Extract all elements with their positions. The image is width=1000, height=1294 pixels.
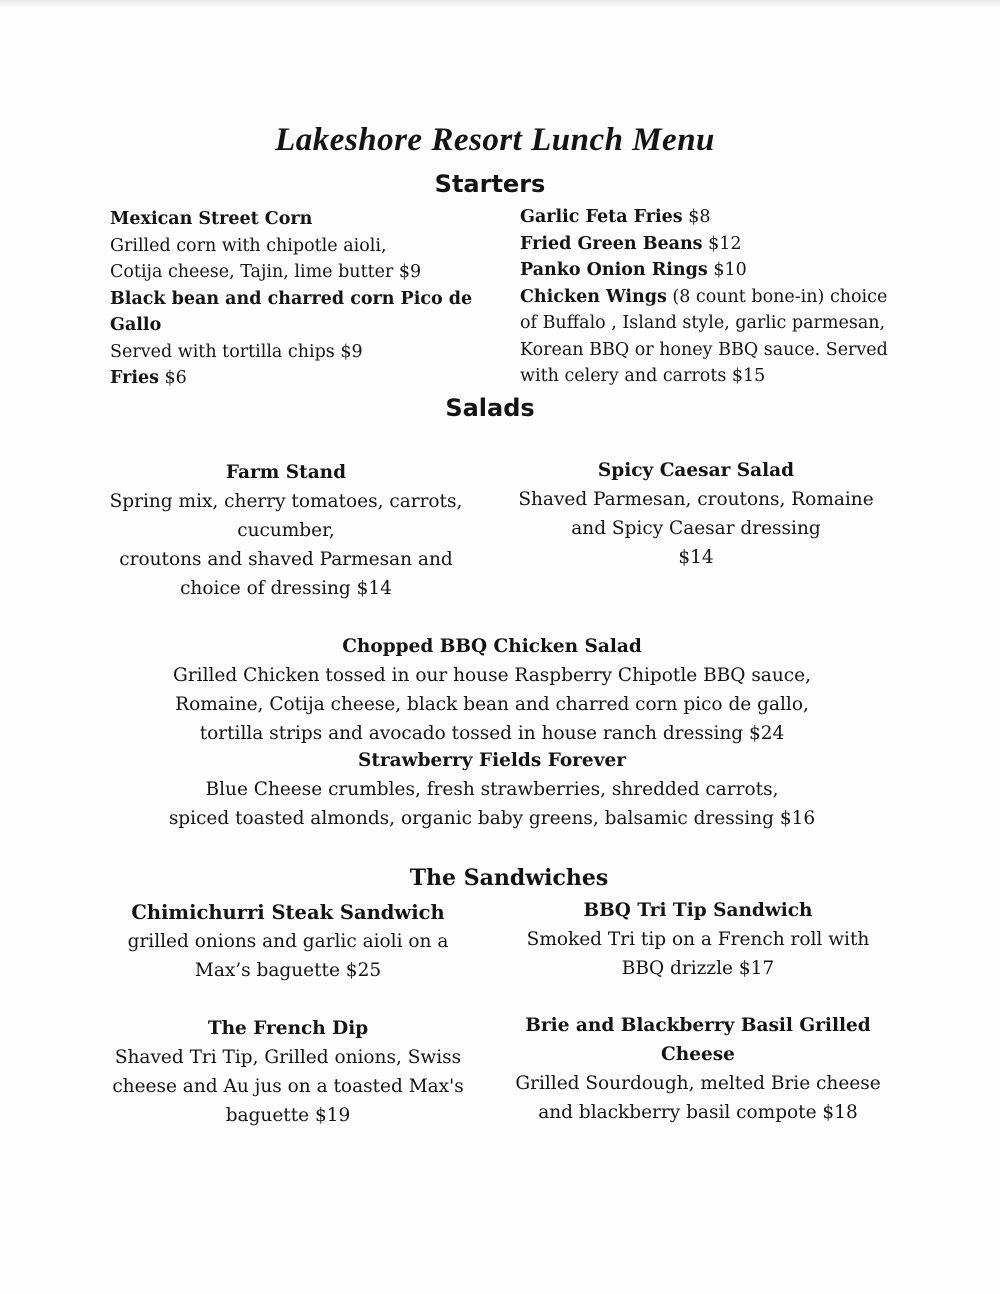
item-price: $12 (702, 233, 742, 254)
item-name: Black bean and charred corn Pico de (110, 288, 473, 309)
item-name: Cheese (661, 1044, 735, 1065)
item-desc: Grilled Chicken tossed in our house Raspberry Chipotle BBQ sauce, (173, 665, 811, 686)
item-name: Fries (110, 368, 159, 388)
starters-right-column (520, 204, 920, 390)
menu-item (520, 204, 920, 231)
starters-heading: Starters (434, 170, 546, 198)
item-price: $6 (158, 368, 187, 388)
item-desc: Shaved Tri Tip, Grilled onions, Swiss (114, 1047, 462, 1068)
item-desc: and Spicy Caesar dressing (571, 518, 821, 539)
salad-strawberry-fields (100, 746, 884, 833)
salads-heading: Salads (445, 394, 535, 422)
item-name: Chopped BBQ Chicken Salad (342, 636, 642, 657)
item-desc: baguette $19 (225, 1105, 351, 1126)
item-desc: tortilla strips and avocado tossed in house ranch dressing $24 (199, 723, 785, 744)
item-desc: choice of dressing $14 (180, 578, 392, 599)
item-desc: cheese and Au jus on a toasted Max's (112, 1076, 464, 1097)
sandwiches-heading: The Sandwiches (409, 865, 609, 891)
item-desc: croutons and shaved Parmesan and (119, 549, 453, 570)
salad-chopped-bbq (100, 632, 884, 748)
item-desc: Smoked Tri tip on a French roll with (526, 929, 870, 950)
item-name: Garlic Feta Fries (520, 207, 683, 227)
sandwich-bbq-tri-tip (510, 896, 886, 983)
item-desc: of Buffalo , Island style, garlic parmesan, (520, 313, 886, 333)
item-name: BBQ Tri Tip Sandwich (583, 900, 813, 921)
item-desc: Shaved Parmesan, croutons, Romaine (518, 489, 874, 510)
item-price: $10 (707, 260, 747, 280)
item-desc: with celery and carrots $15 (520, 366, 766, 386)
item-desc: Grilled Sourdough, melted Brie cheese (515, 1073, 881, 1094)
salad-farm-stand (100, 458, 472, 603)
item-price: $8 (682, 207, 711, 227)
item-desc: Korean BBQ or honey BBQ sauce. Served (520, 339, 888, 360)
menu-item (520, 257, 920, 284)
item-desc: Max’s baguette $25 (194, 960, 382, 981)
item-name: Chicken Wings (520, 286, 667, 307)
item-desc: Cotija cheese, Tajin, lime butter $9 (110, 262, 422, 282)
scan-edge (0, 0, 1000, 8)
item-name: Chimichurri Steak Sandwich (131, 901, 445, 924)
item-desc: Grilled corn with chipotle aioli, (110, 235, 387, 256)
item-name: Gallo (110, 315, 162, 335)
item-desc: Served with tortilla chips $9 (110, 341, 363, 362)
item-name: Fried Green Beans (520, 233, 703, 254)
item-desc: $14 (678, 547, 714, 568)
item-desc: Spring mix, cherry tomatoes, carrots, (109, 491, 463, 512)
item-desc: spiced toasted almonds, organic baby greens, balsamic dressing $16 (168, 808, 816, 829)
menu-item (520, 284, 920, 311)
item-name: Panko Onion Rings (520, 260, 708, 280)
salad-spicy-caesar (510, 456, 882, 572)
item-desc: cucumber, (237, 520, 335, 541)
item-name: Strawberry Fields Forever (358, 750, 626, 771)
menu-title: Lakeshore Resort Lunch Menu (275, 122, 715, 158)
item-desc: BBQ drizzle $17 (621, 958, 775, 979)
sandwich-chimichurri (100, 898, 476, 985)
item-name: The French Dip (207, 1018, 369, 1039)
starters-left-column (110, 206, 490, 392)
item-desc: and blackberry basil compote $18 (538, 1102, 858, 1123)
item-name: Spicy Caesar Salad (597, 460, 795, 481)
item-name: Brie and Blackberry Basil Grilled (525, 1015, 871, 1036)
item-desc: Romaine, Cotija cheese, black bean and charred corn pico de gallo, (175, 694, 809, 715)
menu-item (520, 231, 920, 258)
item-name: Mexican Street Corn (110, 209, 313, 229)
item-desc: (8 count bone-in) choice (666, 286, 888, 307)
item-desc: grilled onions and garlic aioli on a (127, 931, 449, 952)
item-name: Farm Stand (225, 462, 347, 483)
menu-item (110, 365, 490, 392)
item-desc: Blue Cheese crumbles, fresh strawberries, shredded carrots, (205, 779, 779, 800)
sandwich-french-dip (100, 1014, 476, 1130)
sandwich-brie-blackberry (510, 1011, 886, 1127)
